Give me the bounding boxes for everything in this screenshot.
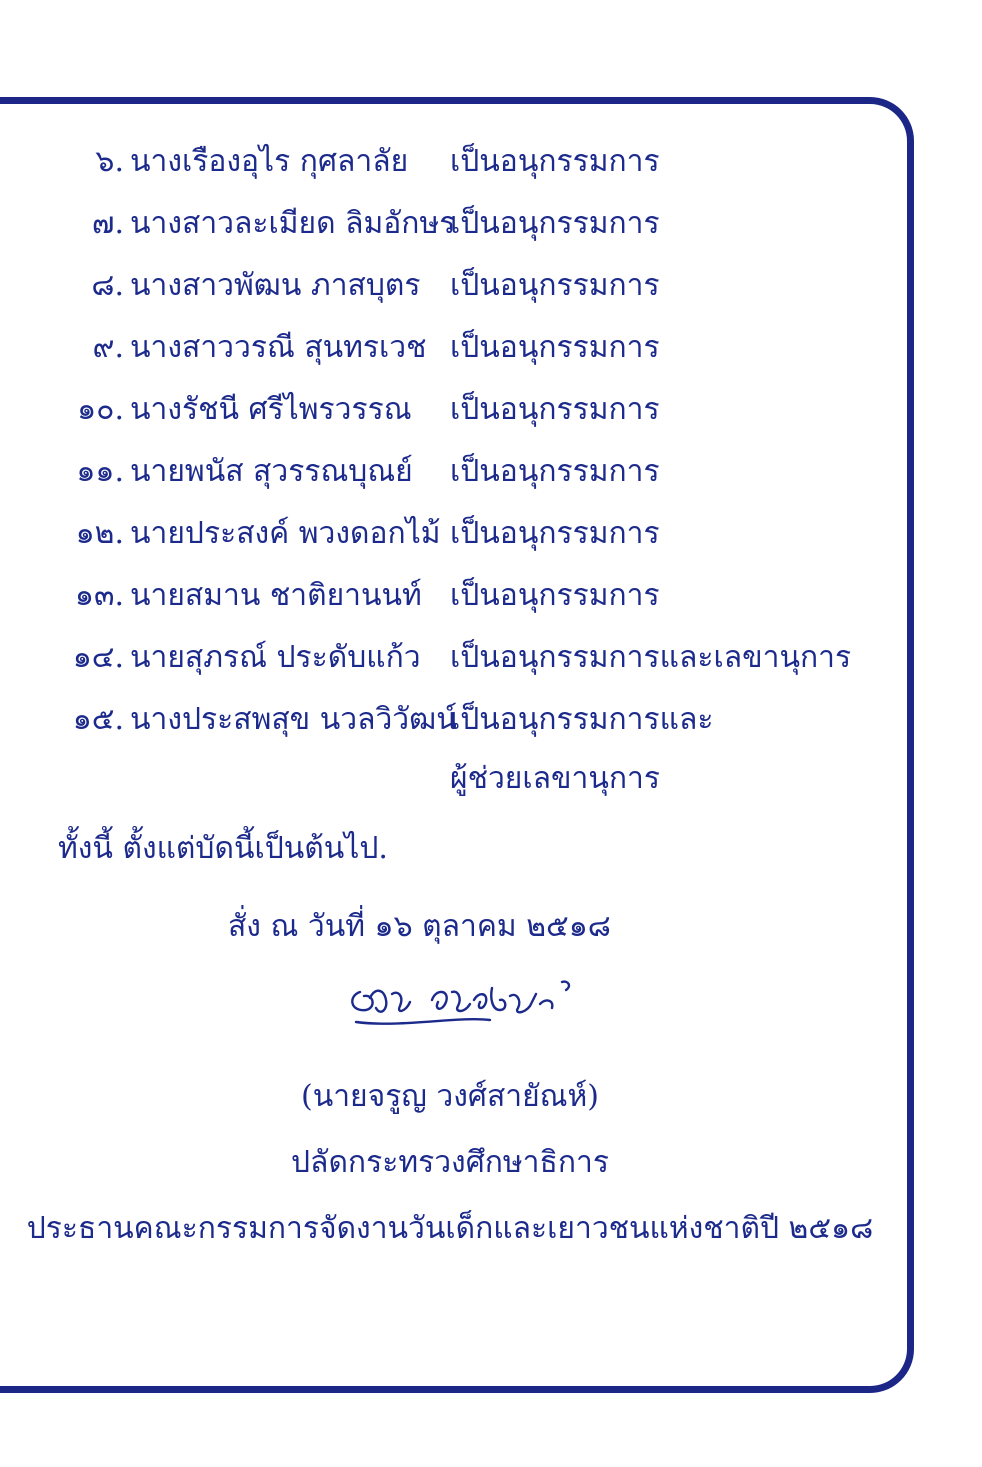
member-number: ๑๓. <box>74 578 124 613</box>
signatory-name: (นายจรูญ วงศ์สายัณห์) <box>300 1079 599 1114</box>
member-name: นางรัชนี ศรีไพรวรรณ <box>130 392 412 427</box>
member-number: ๑๐. <box>77 392 124 427</box>
member-name: นายสมาน ชาติยานนท์ <box>130 578 422 613</box>
order-date: สั่ง ณ วันที่ ๑๖ ตุลาคม ๒๕๑๘ <box>228 909 611 944</box>
member-role: เป็นอนุกรรมการ <box>450 144 660 179</box>
member-name: นายสุภรณ์ ประดับแก้ว <box>130 640 421 675</box>
member-role: เป็นอนุกรรมการและ <box>450 702 714 737</box>
member-role: เป็นอนุกรรมการ <box>450 454 660 489</box>
member-role: เป็นอนุกรรมการ <box>450 392 660 427</box>
member-role: เป็นอนุกรรมการ <box>450 268 660 303</box>
member-role: เป็นอนุกรรมการ <box>450 206 660 241</box>
member-number: ๑๔. <box>72 640 124 675</box>
member-name: นางเรืองอุไร กุศลาลัย <box>130 144 409 179</box>
member-number: ๑๕. <box>72 702 124 737</box>
signatory-title: ประธานคณะกรรมการจัดงานวันเด็กและเยาวชนแห่งชาติปี ๒๕๑๘ <box>26 1211 874 1246</box>
member-name: นางสาววรณี สุนทรเวช <box>130 330 427 365</box>
member-number: ๘. <box>91 268 124 303</box>
member-name: นางสาวละเมียด ลิมอักษร <box>130 206 456 241</box>
member-name: นายพนัส สุวรรณบุณย์ <box>130 454 413 489</box>
member-role: เป็นอนุกรรมการ <box>450 330 660 365</box>
member-number: ๖. <box>95 144 124 179</box>
member-role: เป็นอนุกรรมการและเลขานุการ <box>450 640 852 675</box>
role-continuation: ผู้ช่วยเลขานุการ <box>450 761 660 796</box>
member-role: เป็นอนุกรรมการ <box>450 578 660 613</box>
signature-image <box>340 970 600 1040</box>
member-number: ๗. <box>91 206 124 241</box>
member-name: นายประสงค์ พวงดอกไม้ <box>130 516 441 551</box>
member-role: เป็นอนุกรรมการ <box>450 516 660 551</box>
member-name: นางประสพสุข นวลวิวัฒน์ <box>130 702 457 737</box>
signatory-position: ปลัดกระทรวงศึกษาธิการ <box>291 1145 609 1180</box>
member-number: ๙. <box>92 330 124 365</box>
effective-statement: ทั้งนี้ ตั้งแต่บัดนี้เป็นต้นไป. <box>58 831 388 866</box>
member-number: ๑๑. <box>76 454 124 489</box>
member-number: ๑๒. <box>75 516 124 551</box>
member-name: นางสาวพัฒน ภาสบุตร <box>130 268 421 303</box>
